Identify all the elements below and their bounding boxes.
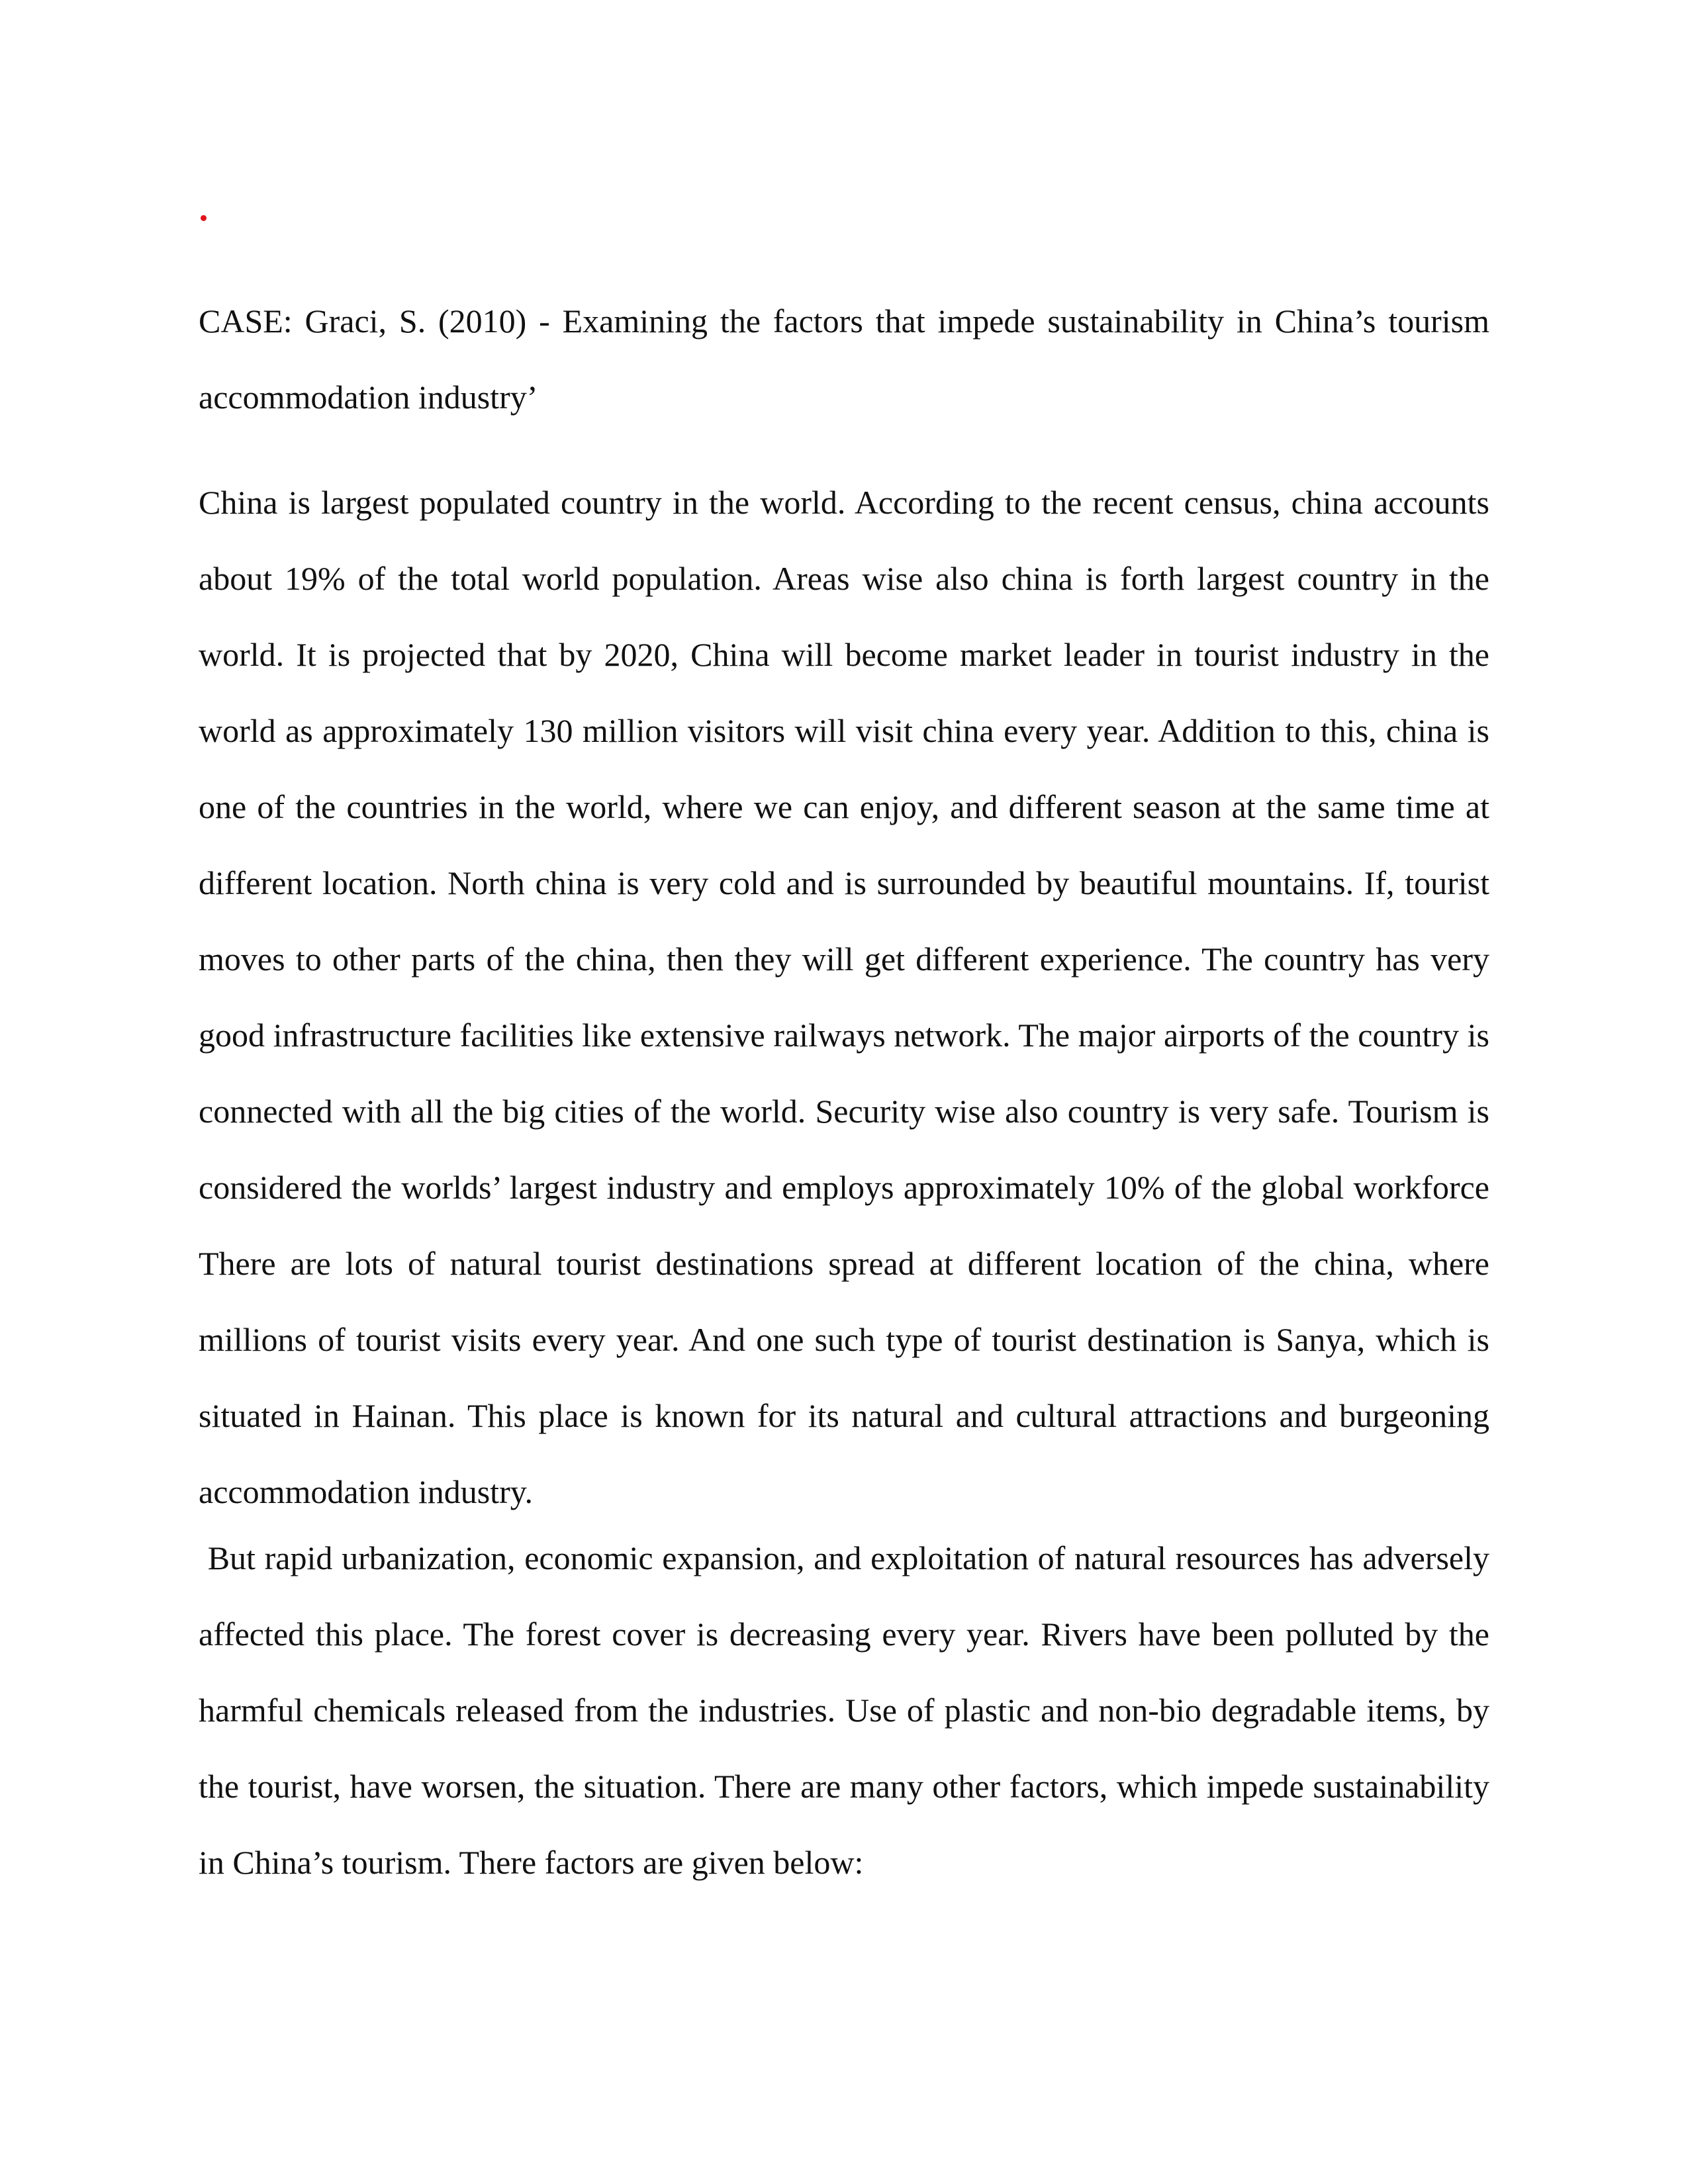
paragraph-line: moves to other parts of the china, then they will get different experience. The country has very: [199, 940, 1489, 978]
paragraph-line: accommodation industry.: [199, 1473, 533, 1510]
paragraph-line: about 19% of the total world population. Areas wise also china is forth largest country in the: [199, 560, 1489, 597]
title-line: CASE: Graci, S. (2010) - Examining the factors that impede sustainability in China’s tourism: [199, 302, 1489, 340]
case-title: [199, 283, 1489, 435]
paragraph-line: harmful chemicals released from the industries. Use of plastic and non-bio degradable items, by: [199, 1692, 1489, 1729]
paragraph-line: different location. North china is very cold and is surrounded by beautiful mountains. If, tourist: [199, 864, 1489, 901]
paragraph-line: millions of tourist visits every year. And one such type of tourist destination is Sanya, which is: [199, 1321, 1489, 1358]
paragraph-line: the tourist, have worsen, the situation. There are many other factors, which impede sustainability: [199, 1768, 1489, 1805]
paragraph-line: connected with all the big cities of the world. Security wise also country is very safe. Tourism is: [199, 1093, 1489, 1130]
paragraph-line: world. It is projected that by 2020, China will become market leader in tourist industry in the: [199, 636, 1489, 673]
paragraph-line: in China’s tourism. There factors are given below:: [199, 1844, 864, 1881]
paragraph-1: [199, 465, 1489, 1530]
paragraph-line: China is largest populated country in the world. According to the recent census, china accounts: [199, 484, 1489, 521]
title-line: accommodation industry’: [199, 379, 538, 416]
paragraph-line: situated in Hainan. This place is known for its natural and cultural attractions and burgeoning: [199, 1397, 1489, 1434]
paragraph-line: considered the worlds’ largest industry and employs approximately 10% of the global workforce: [199, 1169, 1489, 1206]
paragraph-2: [199, 1520, 1489, 1901]
paragraph-line: good infrastructure facilities like extensive railways network. The major airports of the country is: [199, 1017, 1489, 1054]
red-marker-dot: [201, 215, 207, 221]
paragraph-line: But rapid urbanization, economic expansion, and exploitation of natural resources has adversely: [199, 1539, 1489, 1576]
paragraph-line: affected this place. The forest cover is decreasing every year. Rivers have been polluted by the: [199, 1615, 1489, 1653]
paragraph-line: one of the countries in the world, where we can enjoy, and different season at the same time at: [199, 788, 1489, 825]
paragraph-line: world as approximately 130 million visitors will visit china every year. Addition to this, china is: [199, 712, 1489, 749]
paragraph-line: There are lots of natural tourist destinations spread at different location of the china, where: [199, 1245, 1489, 1282]
